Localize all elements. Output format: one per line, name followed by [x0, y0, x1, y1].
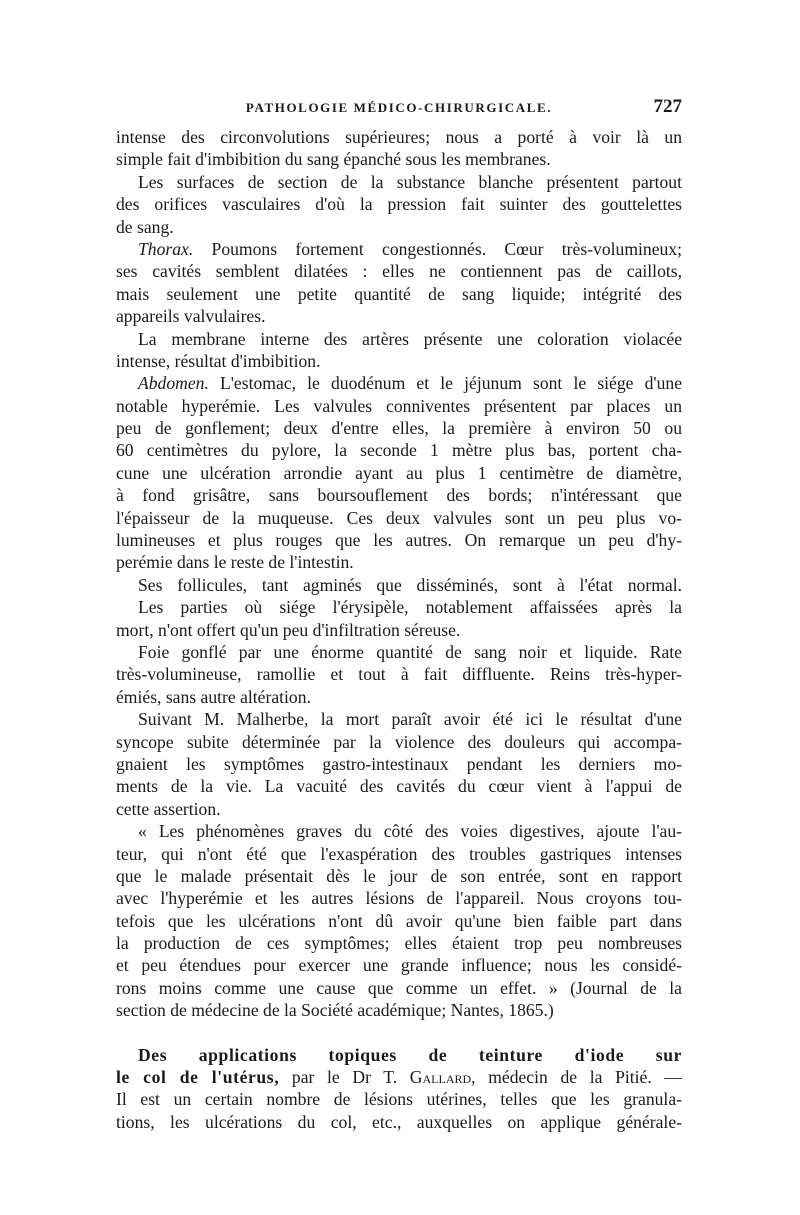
section-label: Thorax. — [138, 238, 194, 259]
book-page — [116, 96, 682, 1133]
text-line: mort, n'ont offert qu'un peu d'infiltration séreuse. — [116, 619, 461, 640]
text-line: section de médecine de la Société académique; Nantes, 1865.) — [116, 1000, 554, 1021]
text-line: peu de gonflement; deux d'entre elles, la première à environ 50 ou — [116, 418, 682, 439]
text-line: simple fait d'imbibition du sang épanché sous les membranes. — [116, 149, 551, 170]
section-heading-bold: Des applications topiques de teinture d'iode sur — [138, 1044, 682, 1065]
section-label: Abdomen. — [138, 373, 209, 394]
text-line: émiés, sans autre altération. — [116, 686, 311, 707]
author-prefix: par le Dr T. — [279, 1067, 410, 1088]
text-line: la production de ces symptômes; elles étaient trop peu nombreuses — [116, 933, 682, 954]
text-line: tefois que les ulcérations n'ont dû avoir qu'une bien faible part dans — [116, 910, 682, 931]
text-line: des orifices vasculaires d'où la pression fait suinter des gouttelettes — [116, 194, 682, 215]
text-line: notable hyperémie. Les valvules conniventes présentent par places un — [116, 395, 682, 416]
page-number: 727 — [653, 96, 682, 117]
section-heading-line-1 — [116, 1044, 682, 1066]
text-line: lumineuses et plus rouges que les autres. On remarque un peu d'hy- — [116, 530, 682, 551]
text-line: perémie dans le reste de l'intestin. — [116, 552, 354, 573]
text-line: Abdomen. L'estomac, le duodénum et le jéjunum sont le siége d'une — [138, 373, 682, 394]
text-line: cette assertion. — [116, 798, 221, 819]
text-line: de sang. — [116, 216, 174, 237]
author-name: Gallard — [409, 1067, 472, 1088]
text-line: Ses follicules, tant agminés que disséminés, sont à l'état normal. — [138, 574, 682, 595]
section-heading-line-2 — [116, 1066, 682, 1088]
text-line: gnaient les symptômes gastro-intestinaux pendant les derniers mo- — [116, 753, 682, 774]
author-suffix: , médecin de la Pitié. — — [471, 1067, 682, 1088]
text-line: que le malade présentait dès le jour de son entrée, sont en rapport — [116, 865, 682, 886]
running-title: PATHOLOGIE MÉDICO-CHIRURGICALE. — [245, 100, 553, 115]
text-line: La membrane interne des artères présente une coloration violacée — [138, 328, 682, 349]
text-line: Foie gonflé par une énorme quantité de sang noir et liquide. Rate — [138, 641, 682, 662]
text-line: l'épaisseur de la muqueuse. Ces deux valvules sont un peu plus vo- — [116, 507, 682, 528]
running-head — [116, 96, 682, 122]
text-line: Il est un certain nombre de lésions utérines, telles que les granula- — [116, 1089, 682, 1110]
text-line: tions, les ulcérations du col, etc., auxquelles on applique générale- — [116, 1111, 682, 1132]
section-heading-bold-2: le col de l'utérus, — [116, 1067, 280, 1088]
text-line: intense, résultat d'imbibition. — [116, 350, 321, 371]
body-text — [116, 126, 682, 1133]
text-line: rons moins comme une cause que comme un effet. » (Journal de la — [116, 977, 682, 998]
text-line: Suivant M. Malherbe, la mort paraît avoir été ici le résultat d'une — [138, 709, 682, 730]
text-line: « Les phénomènes graves du côté des voies digestives, ajoute l'au- — [138, 821, 682, 842]
text-line: et peu étendues pour exercer une grande influence; nous les considé- — [116, 955, 682, 976]
text-line: ses cavités semblent dilatées : elles ne contiennent pas de caillots, — [116, 261, 682, 282]
text-line: très-volumineuse, ramollie et tout à fait diffluente. Reins très-hyper- — [116, 664, 682, 685]
text-line: Thorax. Poumons fortement congestionnés. Cœur très-volumineux; — [138, 238, 682, 259]
text-line: Les parties où siége l'érysipèle, notablement affaissées après la — [138, 597, 682, 618]
text-line: teur, qui n'ont été que l'exaspération des troubles gastriques intenses — [116, 843, 682, 864]
text-line: avec l'hyperémie et les autres lésions de l'appareil. Nous croyons tou- — [116, 888, 682, 909]
text-line: appareils valvulaires. — [116, 306, 266, 327]
text-line: à fond grisâtre, sans boursouflement des bords; n'intéressant que — [116, 485, 682, 506]
text-line: mais seulement une petite quantité de sang liquide; intégrité des — [116, 283, 682, 304]
text-line: 60 centimètres du pylore, la seconde 1 mètre plus bas, portent cha- — [116, 440, 682, 461]
text-line: cune une ulcération arrondie ayant au plus 1 centimètre de diamètre, — [116, 462, 682, 483]
text-line: intense des circonvolutions supérieures; nous a porté à voir là un — [116, 127, 682, 147]
text-line: ments de la vie. La vacuité des cavités du cœur vient à l'appui de — [116, 776, 682, 797]
text-line: Les surfaces de section de la substance blanche présentent partout — [138, 171, 682, 192]
text-line: syncope subite déterminée par la violence des douleurs qui accompa- — [116, 731, 682, 752]
